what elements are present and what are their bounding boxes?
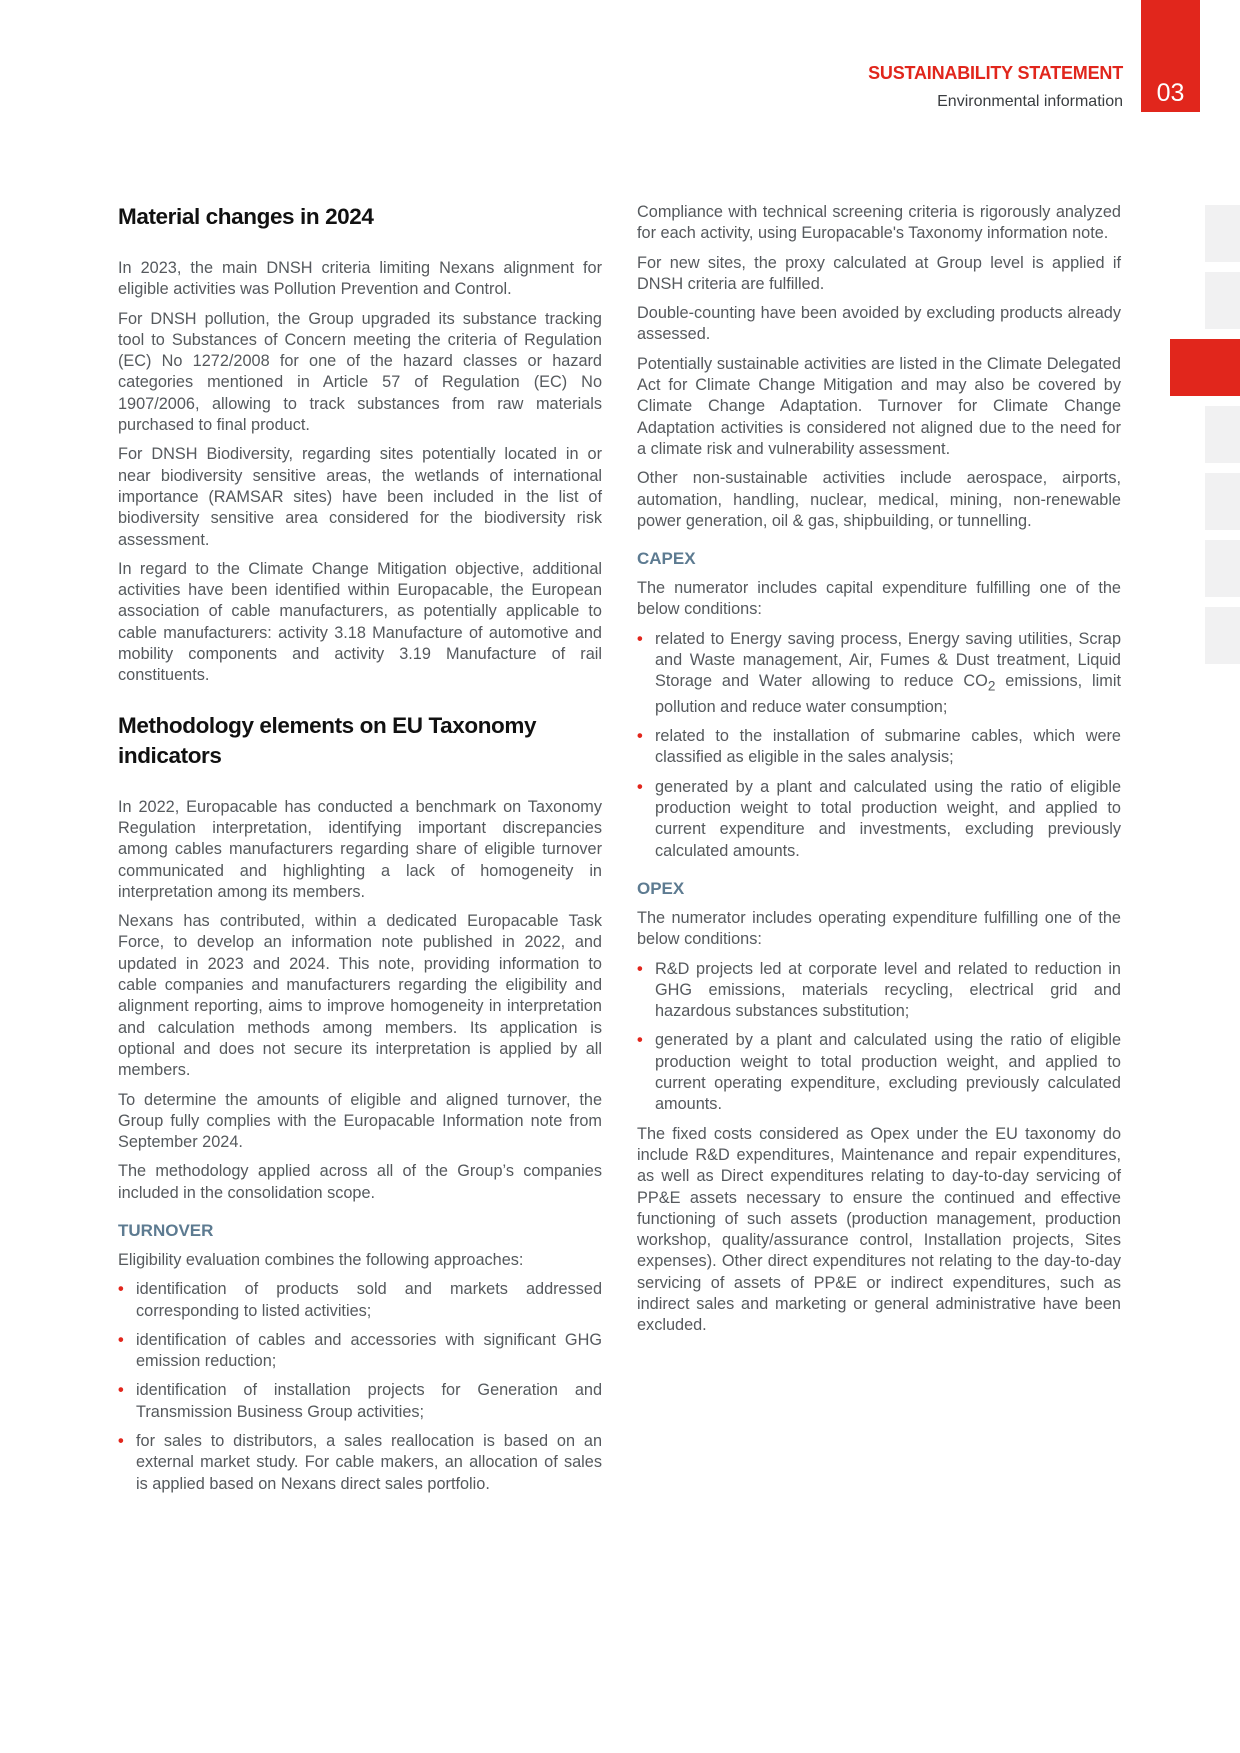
bullet-icon: • [637,959,643,978]
bullet-icon: • [118,1280,124,1299]
side-nav-tab[interactable] [1205,607,1240,664]
bullet-icon: • [637,629,643,648]
paragraph: For new sites, the proxy calculated at Group level is applied if DNSH criteria are fulfilled. [637,253,1121,293]
heading-material-changes: Material changes in 2024 [118,204,374,229]
left-column [118,202,602,1503]
paragraph: Potentially sustainable activities are listed in the Climate Delegated Act for Climate Change Mitigation and may also be covered by Climate Change Adaptation. Turnover for Climate Change Adaptation activities is considered not aligned due to the need for a climate risk and vulnerability assessment. [637,354,1121,458]
paragraph: The fixed costs considered as Opex under the EU taxonomy do include R&D expenditures, Maintenance and repair expenditures, as well as Direct expenditures relating to day-to-day servicing of PP&E assets necessary to ensure the continued and effective functioning of such assets (production management, production workshop, quality/assurance control, Installation projects, Sites expenses). Other direct expenditures not relating to the day-to-day servicing of assets of PP&E or indirect expenditures, such as indirect sales and marketing or general administrative have been excluded. [637,1124,1121,1335]
bullet-icon: • [637,727,643,746]
paragraph: For DNSH pollution, the Group upgraded its substance tracking tool to Substances of Concern meeting the criteria of Regulation (EC) No 1272/2008 for one of the hazard classes or hazard categories mentioned in Article 57 of Regulation (EC) No 1907/2006, allowing to track substances from raw materials purchased to final product. [118,309,602,435]
list-item: • identification of cables and accessories with significant GHG emission reduction; [118,1330,602,1371]
list-item: • R&D projects led at corporate level and related to reduction in GHG emissions, materials recycling, electrical grid and hazardous substances substitution; [637,959,1121,1021]
section-title: SUSTAINABILITY STATEMENT [868,63,1123,83]
bullet-icon: • [637,777,643,796]
heading-methodology: Methodology elements on EU Taxonomy indicators [118,712,537,768]
right-column [637,202,1121,1345]
subheading-turnover: TURNOVER [118,1220,214,1240]
paragraph: In regard to the Climate Change Mitigation objective, additional activities have been identified within Europacable, the European association of cable manufacturers, as potentially applicable to cable manufacturers: activity 3.18 Manufacture of automotive and mobility components and activity 3.19 Manufacture of rail constituents. [118,559,602,685]
side-nav-tab[interactable] [1205,406,1240,463]
section-subtitle: Environmental information [937,93,1123,110]
list-item: • related to Energy saving process, Energy saving utilities, Scrap and Waste management, Air, Fumes & Dust treatment, Liquid Storage and Water allowing to reduce $CO_2$ emissions, limit pollution and reduce water consumption; [637,629,1121,716]
paragraph: The numerator includes operating expenditure fulfilling one of the below conditions: [637,908,1121,949]
bullet-icon: • [118,1381,124,1400]
side-nav-tab-active[interactable] [1170,339,1240,396]
capex-bullet-list [637,629,1121,862]
paragraph: Double-counting have been avoided by excluding products already assessed. [637,304,1121,344]
side-nav-tab[interactable] [1205,205,1240,262]
opex-bullet-list [637,959,1121,1116]
list-item: • related to the installation of submarine cables, which were classified as eligible in the sales analysis; [637,727,1121,767]
turnover-bullet-list [118,1279,602,1495]
paragraph: Eligibility evaluation combines the following approaches: [118,1250,524,1269]
list-item: • identification of products sold and markets addressed corresponding to listed activities; [118,1280,602,1320]
bullet-icon: • [637,1031,643,1050]
paragraph: To determine the amounts of eligible and aligned turnover, the Group fully complies with the Europacable Information note from September 2024. [118,1090,602,1152]
list-item: • identification of installation projects for Generation and Transmission Business Group activities; [118,1381,602,1421]
side-nav-tab[interactable] [1205,473,1240,530]
page-header [868,62,1123,112]
side-nav-tab[interactable] [1205,272,1240,329]
subheading-opex: OPEX [637,878,685,898]
subheading-capex: CAPEX [637,549,696,569]
paragraph: In 2022, Europacable has conducted a benchmark on Taxonomy Regulation interpretation, identifying important discrepancies among cables manufacturers regarding share of eligible turnover communicated and highlighting a lack of homogeneity in interpretation among its members. [118,797,602,901]
side-chapter-nav [1205,205,1240,674]
list-item: • generated by a plant and calculated using the ratio of eligible production weight to total production weight, and applied to current operating expenditure, excluding previously calculated amounts. [637,1031,1121,1114]
paragraph: The numerator includes capital expenditure fulfilling one of the below conditions: [637,579,1121,619]
paragraph: Compliance with technical screening criteria is rigorously analyzed for each activity, using Europacable's Taxonomy information note. [637,203,1121,243]
paragraph: For DNSH Biodiversity, regarding sites potentially located in or near biodiversity sensitive areas, the wetlands of international importance (RAMSAR sites) have been included in the list of biodiversity sensitive area considered for the biodiversity risk assessment. [118,445,602,549]
paragraph: The methodology applied across all of the Group’s companies included in the consolidation scope. [118,1162,602,1202]
chapter-number-tab: 03 [1141,0,1200,112]
paragraph: Other non-sustainable activities include aerospace, airports, automation, handling, nuclear, medical, mining, non-renewable power generation, oil & gas, shipbuilding, or tunnelling. [637,469,1121,530]
list-item: • generated by a plant and calculated using the ratio of eligible production weight to total production weight, and applied to current expenditure and investments, excluding previously calculated amounts. [637,777,1121,860]
side-nav-tab[interactable] [1205,540,1240,597]
bullet-icon: • [118,1330,124,1349]
paragraph: Nexans has contributed, within a dedicated Europacable Task Force, to develop an information note published in 2022, and updated in 2023 and 2024. This note, providing information to cable companies and manufacturers regarding the eligibility and alignment reporting, aims to improve homogeneity in interpretation and calculation methods among members. Its application is optional and does not secure its interpretation is applied by all members. [118,912,602,1080]
bullet-icon: • [118,1432,124,1451]
list-item: • for sales to distributors, a sales reallocation is based on an external market study. For cable makers, an allocation of sales is applied based on Nexans direct sales portfolio. [118,1432,602,1493]
paragraph: In 2023, the main DNSH criteria limiting Nexans alignment for eligible activities was Pollution Prevention and Control. [118,259,602,299]
